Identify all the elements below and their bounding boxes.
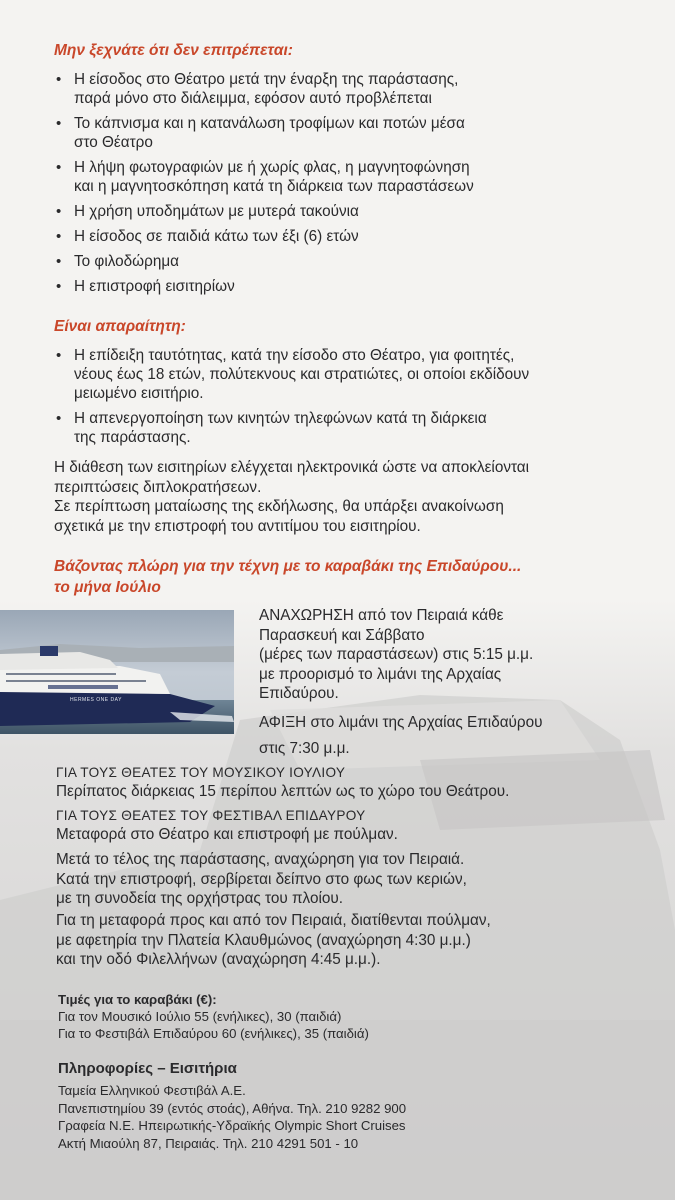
prices-heading: Τιμές για το καραβάκι (€): xyxy=(58,992,217,1007)
list-item xyxy=(56,202,626,221)
departure-text: ΑΝΑΧΩΡΗΣΗ από τον Πειραιά κάθε Παρασκευή και Σάββατο (μέρες των παραστάσεων) στις 5:15 μ.μ. με προορισμό το λιμάνι της Αρχαίας Επιδαύρου. xyxy=(259,607,534,702)
list-item xyxy=(56,409,636,447)
music-july-text: Περίπατος διάρκειας 15 περίπου λεπτών ως το χώρο του Θεάτρου. xyxy=(56,783,510,800)
not-allowed-heading: Μην ξεχνάτε ότι δεν επιτρέπεται: xyxy=(54,42,293,59)
festival-caps: ΓΙΑ ΤΟΥΣ ΘΕΑΤΕΣ ΤΟΥ ΦΕΣΤΙΒΑΛ ΕΠΙΔΑΥΡΟΥ xyxy=(56,808,366,823)
list-item-text: • Η είσοδος στο Θέατρο μετά την έναρξη της παράστασης, παρά μόνο στο διάλειμμα, εφόσον αυτό προβλέπεται xyxy=(74,71,459,107)
list-item xyxy=(56,114,626,152)
list-item-text: • Η λήψη φωτογραφιών με ή χωρίς φλας, η μαγνητοφώνηση και η μαγνητοσκόπηση κατά τη διάρκεια των παραστάσεων xyxy=(74,159,474,195)
required-heading: Είναι απαραίτητη: xyxy=(54,318,186,335)
festival-text: Μεταφορά στο Θέατρο και επιστροφή με πούλμαν. xyxy=(56,826,398,843)
bus-text: Για τη μεταφορά προς και από τον Πειραιά, διατίθενται πούλμαν, με αφετηρία την Πλατεία Κλαυθμώνος (αναχώρηση 4:30 μ.μ.) και την οδό Φιλελλήνων (αναχώρηση 4:45 μ.μ.). xyxy=(56,912,491,968)
list-item-text: • Η απενεργοποίηση των κινητών τηλεφώνων κατά τη διάρκεια της παράστασης. xyxy=(74,410,487,446)
list-item-text: • Η επίδειξη ταυτότητας, κατά την είσοδο στο Θέατρο, για φοιτητές, νέους έως 18 ετών, πολύτεκνους και στρατιώτες, οι οποίοι εκδίδουν μειωμένο εισιτήριο. xyxy=(74,347,530,402)
ship-name-label: HERMES ONE DAY xyxy=(70,697,122,703)
prices-text: Για τον Μουσικό Ιούλιο 55 (ενήλικες), 30 (παιδιά) Για το Φεστιβάλ Επιδαύρου 60 (ενήλικες), 35 (παιδιά) xyxy=(58,1009,369,1041)
info-text: Ταμεία Ελληνικού Φεστιβάλ Α.Ε. Πανεπιστημίου 39 (εντός στοάς), Αθήνα. Τηλ. 210 9282 900 Γραφεία Ν.Ε. Ηπειρωτικής-Υδραϊκής Olympic Short Cruises Ακτή Μιαούλη 87, Πειραιάς. Τηλ. 210 4291 501 - 10 xyxy=(58,1083,407,1151)
list-item xyxy=(56,158,626,196)
music-july-caps: ΓΙΑ ΤΟΥΣ ΘΕΑΤΕΣ ΤΟΥ ΜΟΥΣΙΚΟΥ ΙΟΥΛΙΟΥ xyxy=(56,765,346,780)
list-item xyxy=(56,70,626,108)
list-item xyxy=(56,277,626,296)
list-item-text: • Το φιλοδώρημα xyxy=(74,253,179,270)
required-list xyxy=(56,346,636,453)
list-item-text: • Το κάπνισμα και η κατανάλωση τροφίμων και ποτών μέσα στο Θέατρο xyxy=(74,115,465,151)
not-allowed-list xyxy=(56,70,626,302)
list-item xyxy=(56,346,636,403)
list-item-text: • Η είσοδος σε παιδιά κάτω των έξι (6) ετών xyxy=(74,228,359,245)
list-item xyxy=(56,252,626,271)
info-heading: Πληροφορίες – Εισιτήρια xyxy=(58,1060,237,1077)
return-text: Μετά το τέλος της παράστασης, αναχώρηση για τον Πειραιά. Κατά την επιστροφή, σερβίρεται δείπνο στο φως των κεριών, με τη συνοδεία της ορχήστρας του πλοίου. xyxy=(56,851,467,907)
arrival-text: ΑΦΙΞΗ στο λιμάνι της Αρχαίας Επιδαύρου στις 7:30 μ.μ. xyxy=(259,714,543,757)
tickets-note: Η διάθεση των εισιτηρίων ελέγχεται ηλεκτρονικά ώστε να αποκλείονται περιπτώσεις διπλοκρατήσεων. Σε περίπτωση ματαίωσης της εκδήλωσης, θα υπάρξει ανακοίνωση σχετικά με την επιστροφή του αντιτίμου του εισιτηρίου. xyxy=(54,459,530,535)
list-item-text: • Η επιστροφή εισιτηρίων xyxy=(74,278,235,295)
boat-heading: Βάζοντας πλώρη για την τέχνη με το καραβάκι της Επιδαύρου... το μήνα Ιούλιο xyxy=(54,558,522,596)
ship-photo xyxy=(0,610,234,734)
list-item-text: • Η χρήση υποδημάτων με μυτερά τακούνια xyxy=(74,203,359,220)
list-item xyxy=(56,227,626,246)
